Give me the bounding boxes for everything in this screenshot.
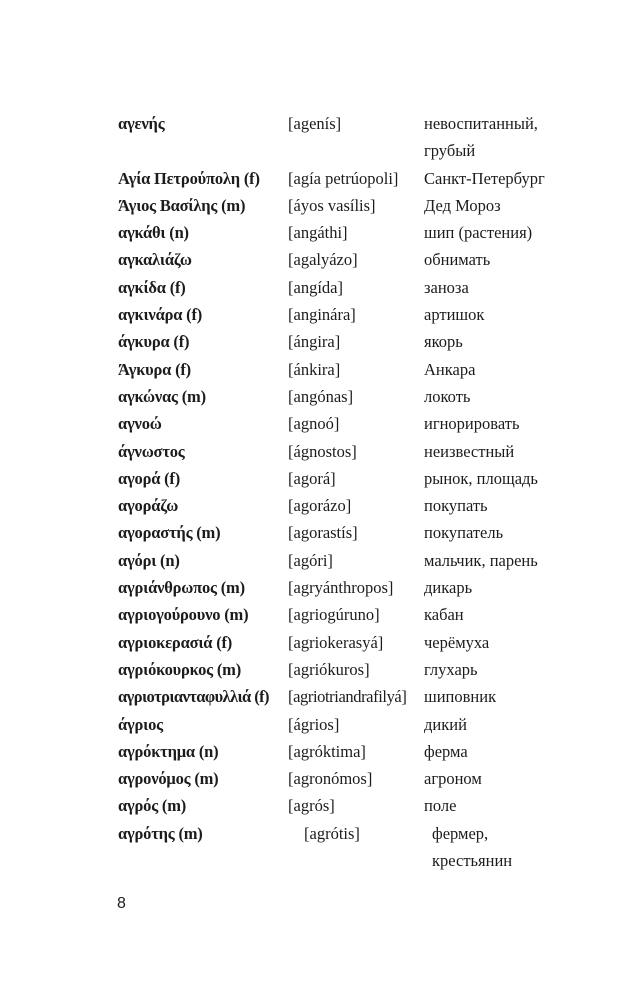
transliteration: [agorastís]: [288, 523, 358, 543]
russian-translation: Санкт-Петербург: [424, 168, 545, 188]
transliteration: [agriogúruno]: [288, 605, 380, 625]
russian-translation: [432, 820, 512, 875]
russian-translation: шип (растения): [424, 223, 533, 243]
greek-headword: αγρότης (m): [118, 823, 203, 843]
transliteration: [agalyázo]: [288, 250, 358, 270]
entry-row: [118, 165, 588, 192]
greek-headword: αγενής: [118, 114, 165, 133]
greek-headword: άγνωστος: [118, 441, 185, 461]
entry-row: [118, 356, 588, 383]
russian-translation: покупать: [424, 496, 488, 516]
transliteration: [agriotriandrafilyá]: [288, 687, 407, 707]
transliteration: [ágnostos]: [288, 441, 357, 461]
entry-row: [118, 274, 588, 301]
entry-row: [118, 519, 588, 546]
russian-translation: ферма: [424, 741, 468, 761]
russian-translation: дикий: [424, 714, 467, 734]
greek-headword: άγκυρα (f): [118, 332, 190, 352]
transliteration: [agorá]: [288, 468, 336, 488]
transliteration: [angáthi]: [288, 223, 348, 243]
russian-translation: Анкара: [424, 359, 476, 379]
transliteration: [agryánthropos]: [288, 578, 394, 598]
greek-headword: αγνοώ: [118, 414, 162, 434]
russian-translation: заноза: [424, 277, 469, 297]
russian-line: фермер,: [432, 823, 489, 843]
transliteration: [agrótis]: [304, 823, 360, 843]
entry-row: [118, 192, 588, 219]
transliteration: [ángira]: [288, 332, 341, 352]
entry-row: [118, 547, 588, 574]
russian-translation: Дед Мороз: [424, 195, 501, 215]
greek-headword: αγριάνθρωπος (m): [118, 578, 245, 598]
greek-headword: αγκαλιάζω: [118, 250, 192, 270]
entry-row: [118, 383, 588, 410]
entry-row: [118, 219, 588, 246]
russian-translation: мальчик, парень: [424, 550, 538, 570]
russian-line: крестьянин: [432, 851, 513, 871]
russian-translation: дикарь: [424, 578, 473, 598]
transliteration: [agrós]: [288, 796, 335, 816]
entry-row: [118, 574, 588, 601]
greek-headword: Άγιος Βασίλης (m): [118, 195, 246, 215]
russian-translation: агроном: [424, 769, 482, 789]
entry-row: [118, 492, 588, 519]
entry-row: [118, 438, 588, 465]
russian-translation: покупатель: [424, 523, 504, 543]
greek-headword: αγκίδα (f): [118, 277, 186, 297]
transliteration: [ágrios]: [288, 714, 340, 734]
transliteration: [angónas]: [288, 386, 354, 406]
russian-translation: [424, 110, 538, 165]
entry-row: [118, 629, 588, 656]
entry-row: [118, 792, 588, 819]
russian-translation: рынок, площадь: [424, 468, 538, 488]
greek-headword: αγοραστής (m): [118, 523, 221, 543]
greek-headword: αγκάθι (n): [118, 223, 189, 243]
russian-line: грубый: [424, 141, 476, 161]
russian-translation: артишок: [424, 305, 485, 325]
greek-headword: Αγία Πετρούπολη (f): [118, 168, 260, 188]
greek-headword: αγρός (m): [118, 796, 187, 816]
russian-translation: глухарь: [424, 659, 478, 679]
entry-row: [118, 328, 588, 355]
transliteration: [agorázo]: [288, 496, 352, 516]
entry-row: [118, 738, 588, 765]
russian-translation: локоть: [424, 386, 471, 406]
greek-headword: αγόρι (n): [118, 550, 180, 570]
transliteration: [ánkira]: [288, 359, 341, 379]
entry-row: [118, 410, 588, 437]
greek-headword: αγκινάρα (f): [118, 305, 203, 325]
entry-row: [118, 711, 588, 738]
russian-line: невоспитанный,: [424, 114, 538, 133]
greek-headword: Άγκυρα (f): [118, 359, 191, 379]
entry-row: [118, 820, 588, 875]
greek-headword: αγορά (f): [118, 468, 181, 488]
entry-row: [118, 301, 588, 328]
greek-headword: αγριοκερασιά (f): [118, 632, 233, 652]
transliteration: [agóri]: [288, 550, 333, 570]
transliteration: [agróktima]: [288, 741, 366, 761]
russian-translation: неизвестный: [424, 441, 515, 461]
entry-row: [118, 656, 588, 683]
entry-row: [118, 246, 588, 273]
transliteration: [agía petrúopoli]: [288, 168, 399, 188]
greek-headword: αγρονόμος (m): [118, 769, 219, 789]
russian-translation: якорь: [424, 332, 463, 352]
greek-headword: αγκώνας (m): [118, 386, 206, 406]
entry-row: [118, 601, 588, 628]
greek-headword: αγριόκουρκος (m): [118, 659, 242, 679]
greek-headword: αγριογούρουνο (m): [118, 605, 249, 625]
entry-row: [118, 683, 588, 710]
transliteration: [agnoó]: [288, 414, 340, 434]
transliteration: [agriókuros]: [288, 659, 370, 679]
greek-headword: αγοράζω: [118, 496, 179, 516]
greek-headword: αγριοτριανταφυλλιά (f): [118, 687, 269, 707]
dictionary-entries: [118, 110, 588, 874]
entry-row: [118, 465, 588, 492]
page-number: 8: [117, 895, 126, 912]
transliteration: [áyos vasílis]: [288, 195, 376, 215]
transliteration: [angída]: [288, 277, 343, 297]
transliteration: [anginára]: [288, 305, 356, 325]
transliteration: [agriokerasyá]: [288, 632, 384, 652]
greek-headword: άγριος: [118, 714, 163, 734]
russian-translation: черёмуха: [424, 632, 490, 652]
transliteration: [agronómos]: [288, 769, 373, 789]
russian-translation: игнорировать: [424, 414, 520, 434]
russian-translation: поле: [424, 796, 457, 816]
transliteration: [agenís]: [288, 114, 342, 133]
russian-translation: шиповник: [424, 687, 497, 707]
entry-row: [118, 110, 588, 165]
russian-translation: обнимать: [424, 250, 491, 270]
greek-headword: αγρόκτημα (n): [118, 741, 219, 761]
entry-row: [118, 765, 588, 792]
russian-translation: кабан: [424, 605, 464, 625]
